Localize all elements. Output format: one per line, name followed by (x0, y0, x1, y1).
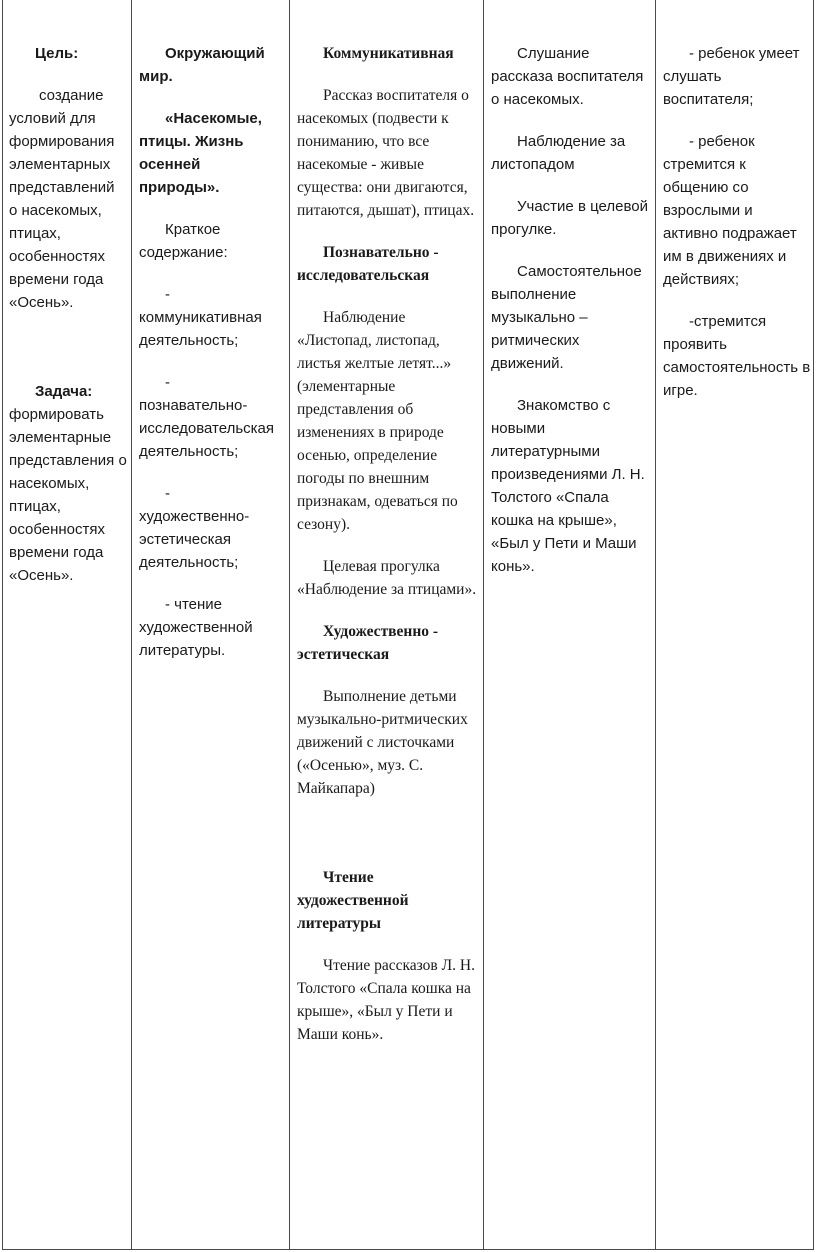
child-activity: Знакомство с новыми литературными произведениями Л. Н. Толстого «Спала кошка на крыше», «Был у Пети и Маши конь». (491, 397, 645, 575)
child-activity: Самостоятельное выполнение музыкально – ритмических движений. (491, 263, 642, 372)
task-label: Задача: (35, 383, 93, 400)
task-text: формировать элементарные представления о насекомых, птицах, особенностях времени года «Осень». (9, 406, 127, 584)
section-heading: Познавательно - исследовательская (297, 244, 439, 284)
goal-label: Цель: (35, 45, 79, 62)
subject-cell (139, 42, 281, 662)
column-divider (131, 0, 132, 1249)
summary-item: - познавательно-исследовательская деятельность; (139, 374, 275, 460)
column-divider (289, 0, 290, 1249)
activities-cell (297, 42, 477, 1046)
summary-label: Краткое содержание: (139, 221, 228, 261)
goal-text: создание условий для формирования элементарных представлений о насекомых, птицах, особенностях времени года «Осень». (9, 87, 115, 311)
child-activity: Наблюдение за листопадом (491, 133, 626, 173)
outcome-item: -стремится проявить самостоятельность в игре. (663, 313, 811, 399)
goals-cell (9, 42, 127, 587)
child-activities-cell (491, 42, 649, 578)
section-paragraph: Выполнение детьми музыкально-ритмических движений с листочками («Осенью», муз. С. Майкапара) (297, 688, 468, 797)
section-paragraph: Рассказ воспитателя о насекомых (подвести к пониманию, что все насекомые - живые существа: они двигаются, питаются, дышат), птицах. (297, 87, 475, 219)
summary-item: - художественно-эстетическая деятельность; (139, 485, 250, 571)
outcome-item: - ребенок стремится к общению со взрослыми и активно подражает им в движениях и действиях; (663, 133, 797, 288)
section-heading: Коммуникативная (323, 45, 454, 62)
section-heading: Чтение художественной литературы (297, 869, 409, 932)
child-activity: Участие в целевой прогулке. (491, 198, 648, 238)
outcome-item: - ребенок умеет слушать воспитателя; (663, 45, 800, 108)
column-divider (483, 0, 484, 1249)
summary-item: - чтение художественной литературы. (139, 596, 253, 659)
section-paragraph: Целевая прогулка «Наблюдение за птицами». (297, 558, 477, 598)
summary-item: - коммуникативная деятельность; (139, 286, 262, 349)
child-activity: Слушание рассказа воспитателя о насекомых. (491, 45, 644, 108)
subject-title: Окружающий мир. (139, 45, 265, 85)
section-heading: Художественно - эстетическая (297, 623, 439, 663)
topic-title: «Насекомые, птицы. Жизнь осенней природы». (139, 110, 262, 196)
section-paragraph: Чтение рассказов Л. Н. Толстого «Спала кошка на крыше», «Был у Пети и Маши конь». (297, 957, 475, 1043)
outcomes-cell (663, 42, 811, 402)
section-paragraph: Наблюдение «Листопад, листопад, листья желтые летят...» (элементарные представления об изменениях в природе осенью, определение погоды по внешним признакам, одеваться по сезону). (297, 309, 458, 533)
column-divider (655, 0, 656, 1249)
